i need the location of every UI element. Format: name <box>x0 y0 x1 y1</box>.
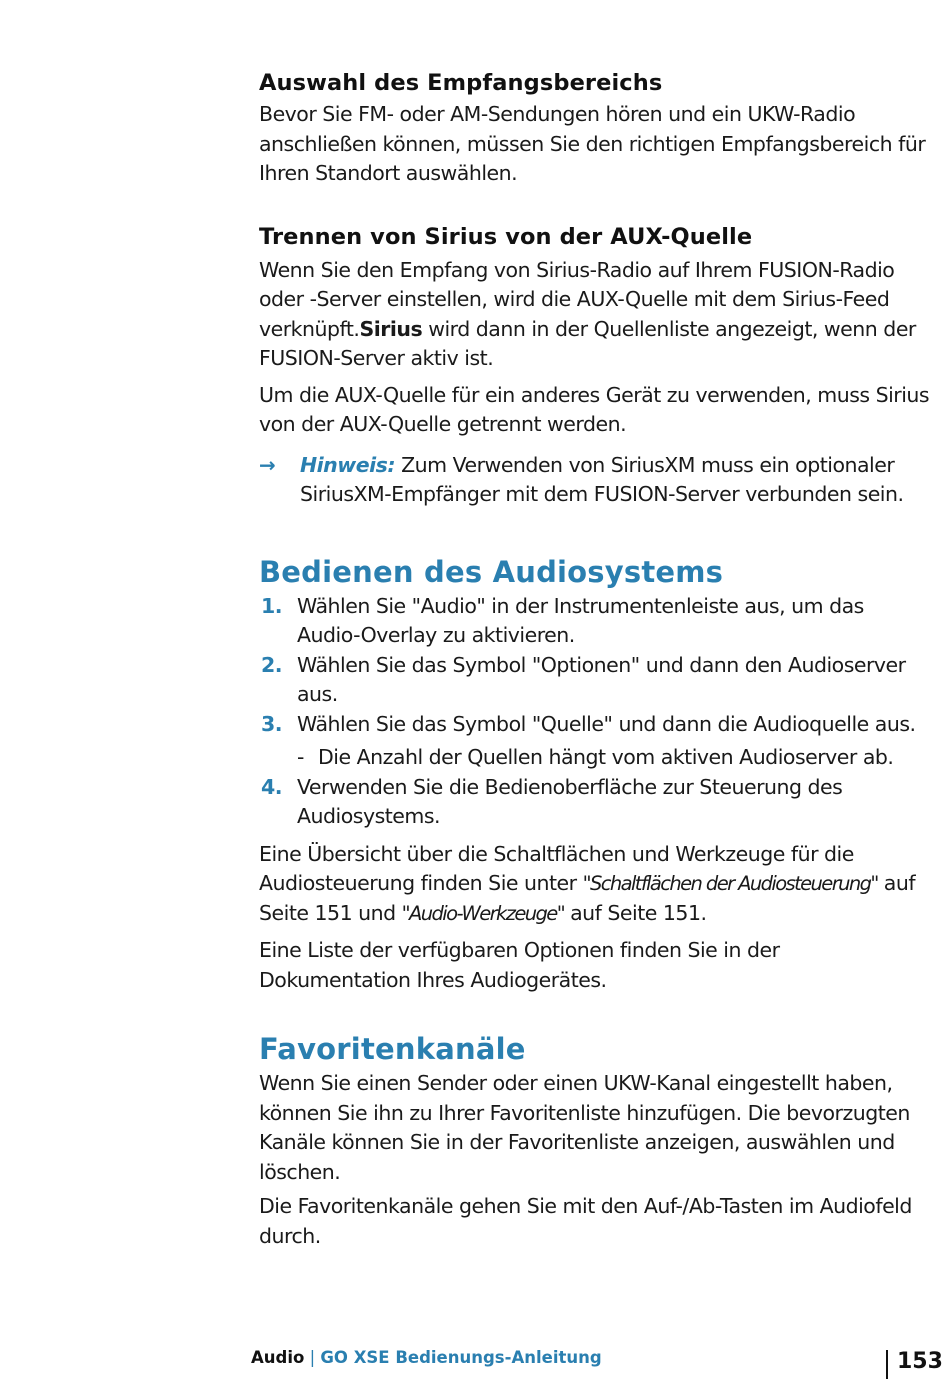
arrow-right-icon: → <box>259 452 276 477</box>
list-item <box>259 592 931 651</box>
paragraph-audio-options: Eine Liste der verfügbaren Optionen finden Sie in der Dokumentation Ihres Audiogerätes. <box>259 938 780 992</box>
note-label: Hinweis: <box>300 452 396 477</box>
page-footer <box>251 1347 602 1369</box>
steps-list <box>259 592 931 832</box>
sub-list-item <box>259 743 931 773</box>
cross-reference-link[interactable]: "Audio-Werkzeuge" <box>401 901 565 925</box>
sirius-bold: Sirius <box>359 316 423 341</box>
page-content <box>259 0 931 1251</box>
step-text: Wählen Sie "Audio" in der Instrumentenleiste aus, um das Audio-Overlay zu aktivieren. <box>297 593 864 647</box>
footer-chapter: Audio <box>251 1348 305 1367</box>
dash-bullet: - <box>297 745 304 769</box>
paragraph-audio-refs-a: Eine Übersicht über die Schaltflächen und Werkzeuge für die Audiosteuerung finden Sie unter <box>259 841 854 895</box>
step-number: 2. <box>261 652 283 677</box>
heading-favoriten: Favoritenkanäle <box>259 1032 526 1066</box>
page-number: 153 <box>897 1349 943 1374</box>
footer-separator: | <box>304 1348 321 1367</box>
page-number-divider <box>886 1350 888 1379</box>
paragraph-empfangsbereich: Bevor Sie FM- oder AM-Sendungen hören und ein UKW-Radio anschließen können, müssen Sie den richtigen Empfangsbereich für Ihren Standort auswählen. <box>259 102 926 185</box>
paragraph-audio-refs <box>259 840 931 929</box>
paragraph-sirius-1 <box>259 256 931 374</box>
step-text: Wählen Sie das Symbol "Quelle" und dann die Audioquelle aus. <box>297 711 916 736</box>
step-number: 1. <box>261 593 283 618</box>
heading-empfangsbereich: Auswahl des Empfangsbereichs <box>259 70 663 96</box>
note-text: Zum Verwenden von SiriusXM muss ein optionaler SiriusXM-Empfänger mit dem FUSION-Server verbunden sein. <box>300 452 904 506</box>
step-text: Wählen Sie das Symbol "Optionen" und dann den Audioserver aus. <box>297 652 906 706</box>
list-item <box>259 651 931 710</box>
paragraph-audio-refs-b: auf Seite 151 und <box>259 871 916 925</box>
footer-guide-title: GO XSE Bedienungs-Anleitung <box>320 1348 602 1367</box>
step-text: Verwenden Sie die Bedienoberfläche zur Steuerung des Audiosystems. <box>297 774 843 828</box>
list-item <box>259 710 931 740</box>
paragraph-favoriten-2: Die Favoritenkanäle gehen Sie mit den Auf-/Ab-Tasten im Audiofeld durch. <box>259 1194 912 1248</box>
cross-reference-link[interactable]: "Schaltflächen der Audiosteuerung" <box>582 872 878 895</box>
paragraph-favoriten-1: Wenn Sie einen Sender oder einen UKW-Kanal eingestellt haben, können Sie ihn zu Ihrer Favoritenliste hinzufügen. Die bevorzugten Kanäle können Sie in der Favoritenliste anzeigen, auswählen und löschen. <box>259 1071 910 1184</box>
paragraph-sirius-1-b: wird dann in der Quellenliste angezeigt, wenn der FUSION-Server aktiv ist. <box>259 316 916 370</box>
paragraph-sirius-2: Um die AUX-Quelle für ein anderes Gerät zu verwenden, muss Sirius von der AUX-Quelle getrennt werden. <box>259 382 930 436</box>
note-hinweis <box>259 451 931 510</box>
step-number: 3. <box>261 711 283 736</box>
sub-item-text: Die Anzahl der Quellen hängt vom aktiven Audioserver ab. <box>318 745 894 769</box>
heading-audiosystem: Bedienen des Audiosystems <box>259 554 724 589</box>
list-item <box>259 773 931 832</box>
paragraph-audio-refs-c: auf Seite 151. <box>564 900 707 925</box>
paragraph-sirius-1-a: Wenn Sie den Empfang von Sirius-Radio auf Ihrem FUSION-Radio oder -Server einstellen, wird die AUX-Quelle mit dem Sirius-Feed verknüpft. <box>259 257 895 341</box>
heading-sirius-trennen: Trennen von Sirius von der AUX-Quelle <box>259 223 753 250</box>
step-number: 4. <box>261 774 283 799</box>
